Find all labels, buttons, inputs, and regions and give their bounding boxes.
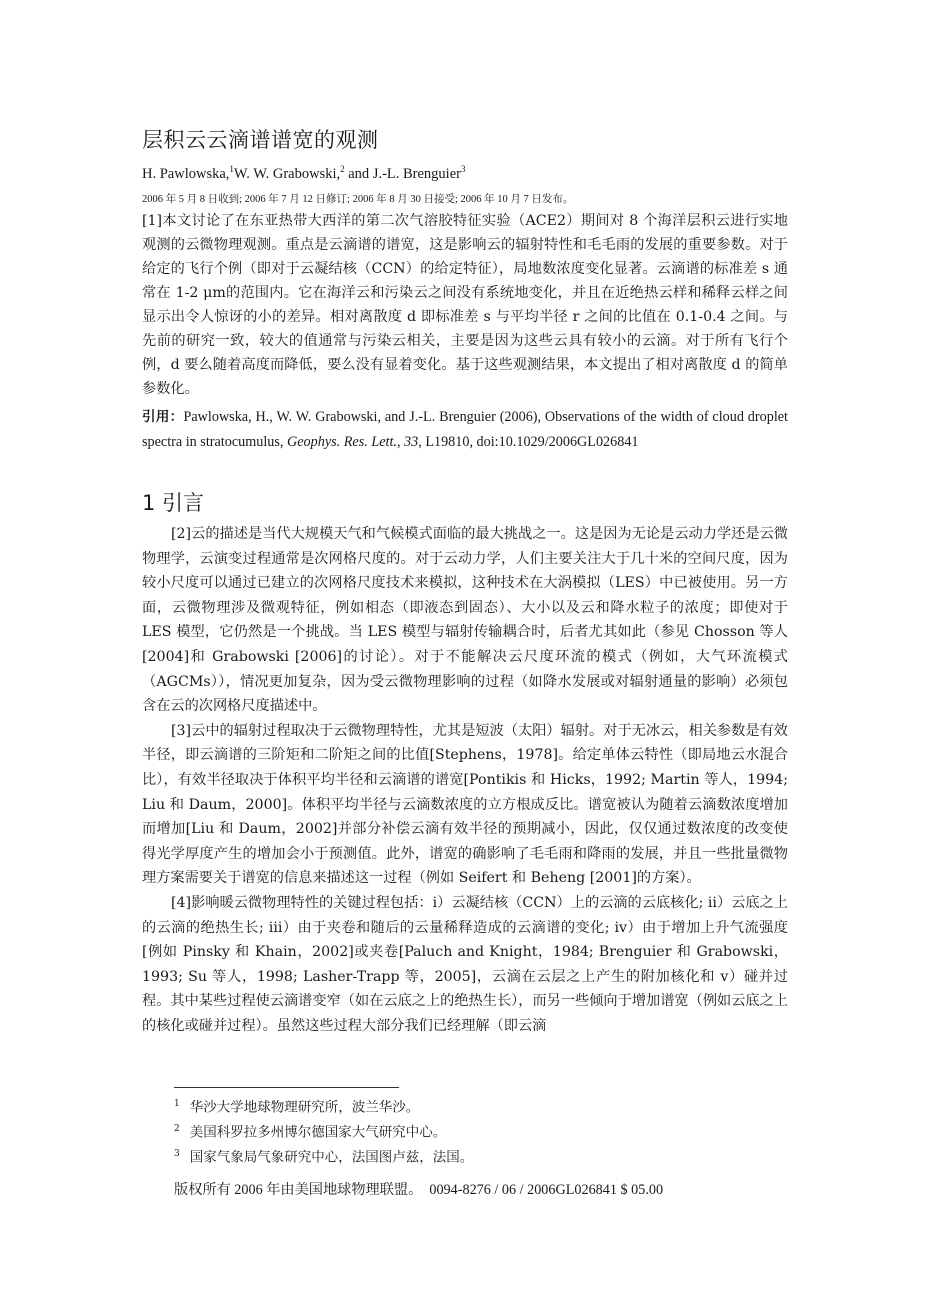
affiliation-mark-1: 1 (229, 164, 234, 174)
affiliation-mark-3: 3 (460, 164, 466, 174)
footnote-2 (174, 1119, 473, 1144)
author-list (142, 164, 465, 183)
citation-doi: , L19810, doi:10.1029/2006GL026841 (418, 433, 639, 450)
footnote-mark: 2 (174, 1124, 180, 1134)
footnote-text: 国家气象局气象研究中心，法国图卢兹，法国。 (189, 1149, 474, 1166)
publication-dates: 2006 年 5 月 8 日收到; 2006 年 7 月 12 日修订; 2006 年 8 月 30 日接受; 2006 年 10 月 7 日发布。 (142, 194, 574, 205)
footnote-mark: 1 (174, 1099, 180, 1109)
affiliation-mark-2: 2 (340, 164, 345, 174)
footnote-text: 华沙大学地球物理研究所，波兰华沙。 (189, 1099, 420, 1116)
paragraph-2: [2]云的描述是当代大规模天气和气候模式面临的最大挑战之一。这是因为无论是云动力学还是云微物理学，云演变过程通常是次网格尺度的。对于云动力学，人们主要关注大于几十米的空间尺度，因为较小尺度可以通过已建立的次网格尺度技术来模拟，这种技术在大涡模拟（LES）中已被使用。另一方面，云微物理涉及微观特征，例如相态（即液态到固态）、大小以及云和降水粒子的浓度；即使对于 LES 模型，它仍然是一个挑战。当 LES 模型与辐射传输耦合时，后者尤其如此（参见 Chosson 等人[2004]和 Grabowski [2006]的讨论）。对于不能解决云尺度环流的模式（例如，大气环流模式（AGCMs）），情况更加复杂，因为受云微物理影响的过程（如降水发展或对辐射通量的影响）必须包含在云的次网格尺度描述中。 (142, 526, 788, 715)
citation-volume: 33 (404, 433, 419, 450)
citation-text: Pawlowska, H., W. W. Grabowski, and J.-L. Brenguier (2006), Observations of the width of cloud droplet spectra in stratocumulus, (142, 409, 788, 450)
footnote-3 (174, 1144, 473, 1169)
author-2: W. W. Grabowski, (233, 165, 341, 182)
paper-title: 层积云云滴谱谱宽的观测 (142, 128, 379, 152)
paragraph-4: [4]影响暖云微物理特性的关键过程包括：i）云凝结核（CCN）上的云滴的云底核化; ii）云底之上的云滴的绝热生长; iii）由于夹卷和随后的云量稀释造成的云滴谱的变化; iv）由于增加上升气流强度[例如 Pinsky 和 Khain，2002]或夹卷[Paluch and Knight，1984; Brenguier 和 Grabowski，1993; Su 等人，1998; Lasher-Trapp 等，2005]，云滴在云层之上产生的附加核化和 v）碰并过程。其中某些过程使云滴谱变窄（如在云底之上的绝热生长），而另一些倾向于增加谱宽（例如云底之上的核化或碰并过程）。虽然这些过程大部分我们已经理解（即云滴 (142, 894, 788, 1034)
footnote-text: 美国科罗拉多州博尔德国家大气研究中心。 (189, 1124, 447, 1141)
footnote-mark: 3 (174, 1149, 180, 1159)
section-heading: 1 引言 (142, 491, 205, 515)
author-3: and J.-L. Brenguier (344, 165, 461, 182)
author-1: H. Pawlowska, (142, 165, 230, 182)
citation (142, 405, 788, 454)
copyright-line: 版权所有 2006 年由美国地球物理联盟。 0094-8276 / 06 / 2006GL026841 $ 05.00 (174, 1182, 664, 1198)
citation-journal: Geophys. Res. Lett. (287, 433, 397, 450)
citation-label: 引用： (142, 409, 184, 425)
citation-separator: , (396, 433, 405, 450)
footnote-1 (174, 1094, 473, 1119)
footnote-divider (174, 1087, 399, 1088)
paragraph-3: [3]云中的辐射过程取决于云微物理特性，尤其是短波（太阳）辐射。对于无冰云，相关参数是有效半径，即云滴谱的三阶矩和二阶矩之间的比值[Stephens，1978]。给定单体云特性（即局地云水混合比），有效半径取决于体积平均半径和云滴谱的谱宽[Pontikis 和 Hicks，1992; Martin 等人，1994; Liu 和 Daum，2000]。体积平均半径与云滴数浓度的立方根成反比。谱宽被认为随着云滴数浓度增加而增加[Liu 和 Daum，2002]并部分补偿云滴有效半径的预期减小，因此，仅仅通过数浓度的改变使得光学厚度产生的增加会小于预测值。此外，谱宽的确影响了毛毛雨和降雨的发展，并且一些批量微物理方案需要关于谱宽的信息来描述这一过程（例如 Seifert 和 Beheng [2001]的方案）。 (142, 722, 788, 887)
footnotes (174, 1094, 473, 1169)
abstract: [1]本文讨论了在东亚热带大西洋的第二次气溶胶特征实验（ACE2）期间对 8 个海洋层积云进行实地观测的云微物理观测。重点是云滴谱的谱宽，这是影响云的辐射特性和毛毛雨的发展的重要参数。对于给定的飞行个例（即对于云凝结核（CCN）的给定特征），局地数浓度变化显著。云滴谱的标准差 s 通常在 1-2 μm的范围内。它在海洋云和污染云之间没有系统地变化，并且在近绝热云样和稀释云样之间显示出令人惊讶的小的差异。相对离散度 d 即标准差 s 与平均半径 r 之间的比值在 0.1-0.4 之间。与先前的研究一致，较大的值通常与污染云相关，主要是因为这些云具有较小的云滴。对于所有飞行个例，d 要么随着高度而降低，要么没有显着变化。基于这些观测结果，本文提出了相对离散度 d 的简单参数化。 (142, 213, 788, 397)
body-text (142, 522, 788, 1038)
